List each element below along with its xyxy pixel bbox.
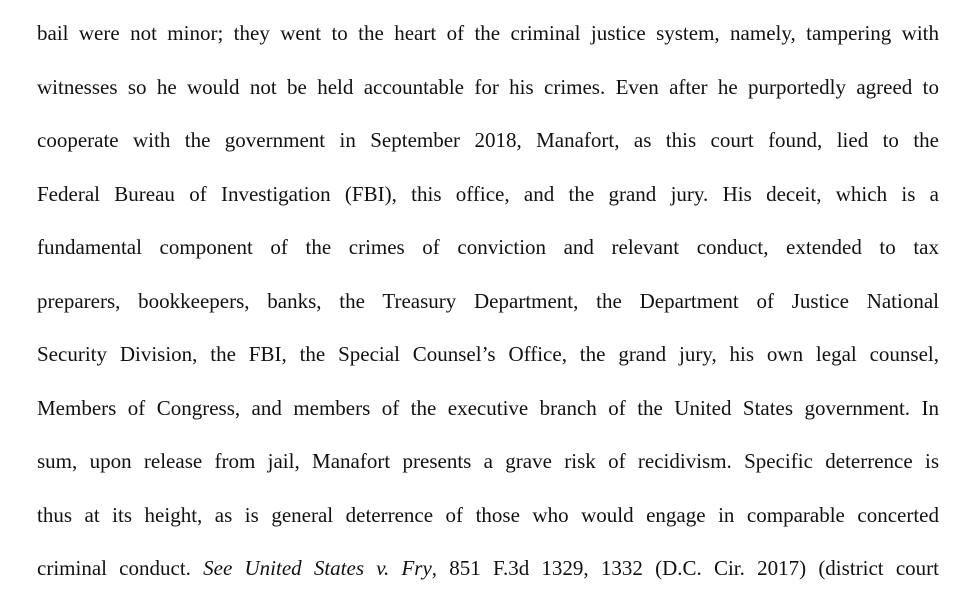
case-citation: See United States v. Fry: [203, 556, 432, 580]
text-line: witnesses so he would not be held accountable for his crimes. Even after he purportedly agreed to: [37, 75, 939, 99]
text-line: thus at its height, as is general deterrence of those who would engage in comparable concerted: [37, 503, 939, 527]
text-line: Security Division, the FBI, the Special Counsel’s Office, the grand jury, his own legal counsel,: [37, 342, 939, 366]
text-line: bail were not minor; they went to the heart of the criminal justice system, namely, tampering with: [37, 21, 939, 45]
citation-suffix: , 851 F.3d 1329, 1332 (D.C. Cir. 2017) (district court: [431, 556, 939, 580]
text-line: sum, upon release from jail, Manafort presents a grave risk of recidivism. Specific deterrence is: [37, 449, 939, 473]
document-page: [37, 0, 939, 601]
text-line: fundamental component of the crimes of conviction and relevant conduct, extended to tax: [37, 235, 939, 259]
text-line: Members of Congress, and members of the executive branch of the United States government. In: [37, 396, 939, 420]
text-line-citation: [37, 553, 939, 583]
citation-prefix: criminal conduct.: [37, 556, 204, 580]
text-line: cooperate with the government in September 2018, Manafort, as this court found, lied to the: [37, 128, 939, 152]
text-line: preparers, bookkeepers, banks, the Treasury Department, the Department of Justice National: [37, 289, 939, 313]
text-line: Federal Bureau of Investigation (FBI), this office, and the grand jury. His deceit, which is a: [37, 182, 939, 206]
